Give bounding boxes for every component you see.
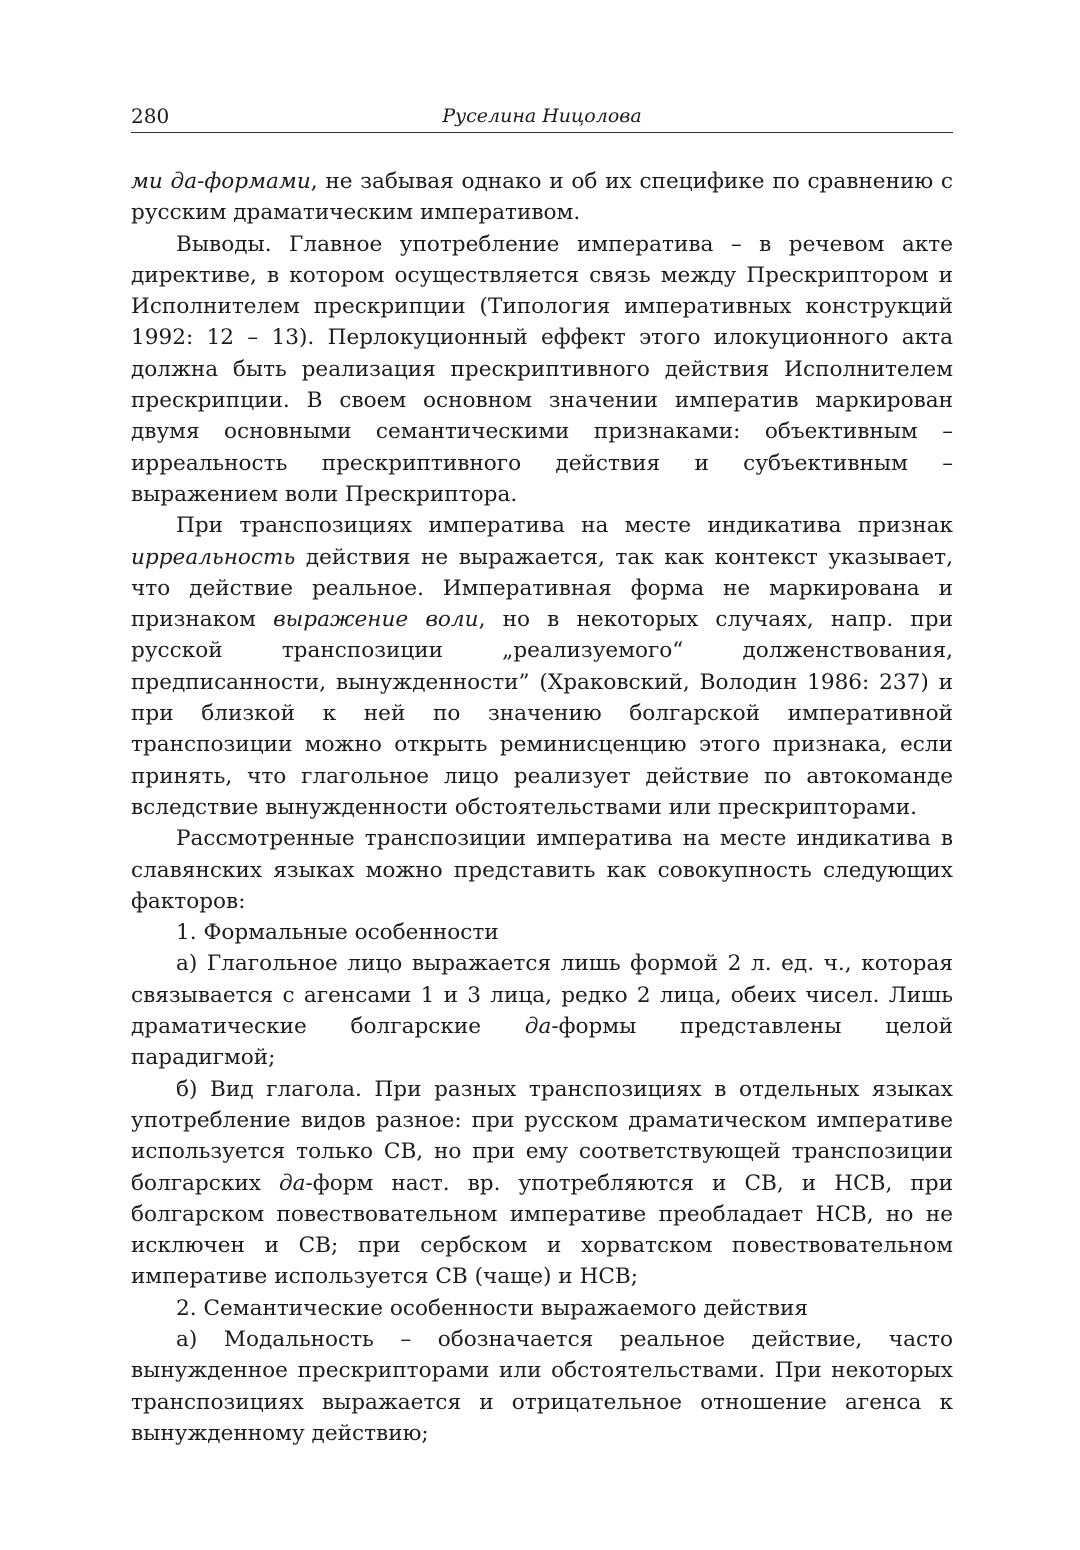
italic-text: да <box>524 1014 552 1040</box>
paragraph <box>131 229 953 511</box>
text-run: Выводы. Главное употребление императива – в речевом акте директиве, в котором осуществляется связь между Прескриптором и Исполнителем прескрипции (Типология императивных конструкций 1992: 12 – 13). Перлокуционный еффект этого илокуционного акта должна быть реализация прескриптивного действия Исполнителем прескрипции. В своем основном значении императив маркирован двумя основными семантическими признаками: объективным – ирреальность прескриптивного действия и субъективным – выражением воли Прескриптора. <box>131 231 953 507</box>
text-run: а) Модальность – обозначается реальное действие, часто вынужденное прескрипторами или обстоятельствами. При некоторых транспозициях выражается и отрицательное отношение агенса к вынужденному действию; <box>131 1326 953 1446</box>
text-run: 2. Семантические особенности выражаемого действия <box>176 1295 809 1321</box>
italic-text: да <box>278 1170 306 1196</box>
paragraph <box>131 1293 953 1324</box>
text-run: Рассмотренные транспозиции императива на месте индикатива в славянских языках можно представить как совокупность следующих факторов: <box>131 826 953 914</box>
text-run: действия не выражается, так как контекст указывает, что действие реальное. Императивная форма не маркирована и признаком <box>131 544 953 633</box>
italic-text: ирреальность <box>131 544 296 570</box>
running-head <box>131 100 953 133</box>
paragraph <box>131 823 953 917</box>
text-run: -формы представлены целой парадигмой; <box>131 1014 953 1071</box>
paragraph <box>131 1324 953 1449</box>
text-run: 1. Формальные особенности <box>176 920 499 946</box>
italic-text: ми да-формами <box>131 169 311 194</box>
running-title: Руселина Ницолова <box>442 105 642 127</box>
text-run: -форм наст. вр. употребляются и СВ, и НСВ, при болгарском повествовательном императиве преобладает НСВ, но не исключен и СВ; при сербском и хорватском повествовательном императиве используется СВ (чаще) и НСВ; <box>131 1170 953 1290</box>
paragraph <box>131 510 953 823</box>
text-run: а) Глагольное лицо выражается лишь формой 2 л. ед. ч., которая связывается с агенсами 1 и 3 лица, редко 2 лица, обеих чисел. Лишь драматические болгарские <box>131 951 953 1040</box>
text-run: При транспозициях императива на месте индикатива признак <box>176 513 953 539</box>
paragraph <box>131 948 953 1073</box>
body-text <box>131 166 953 1449</box>
paragraph <box>131 917 953 948</box>
italic-text: выражение воли <box>273 607 479 633</box>
text-run: б) Вид глагола. При разных транспозициях в отдельных языках употребление видов разное: при русском драматическом императиве используется только СВ, но при ему соответствующей транспозиции болгарских <box>131 1076 953 1196</box>
paragraph <box>131 1074 953 1293</box>
text-run: , но в некоторых случаях, напр. при русской транспозиции „реализуемого“ долженствования, предписанности, вынужденности” (Храковский, Володин 1986: 237) и при близкой к ней по значению болгарской императивной транспозиции можно открыть реминисценцию этого признака, если принять, что глагольное лицо реализует действие по автокоманде вследствие вынужденности обстоятельствами или прескрипторами. <box>131 607 953 820</box>
page-number: 280 <box>131 104 170 128</box>
text-run: , не забывая однако и об их специфике по сравнению с русским драматическим императивом. <box>131 169 953 226</box>
paragraph <box>131 166 953 229</box>
